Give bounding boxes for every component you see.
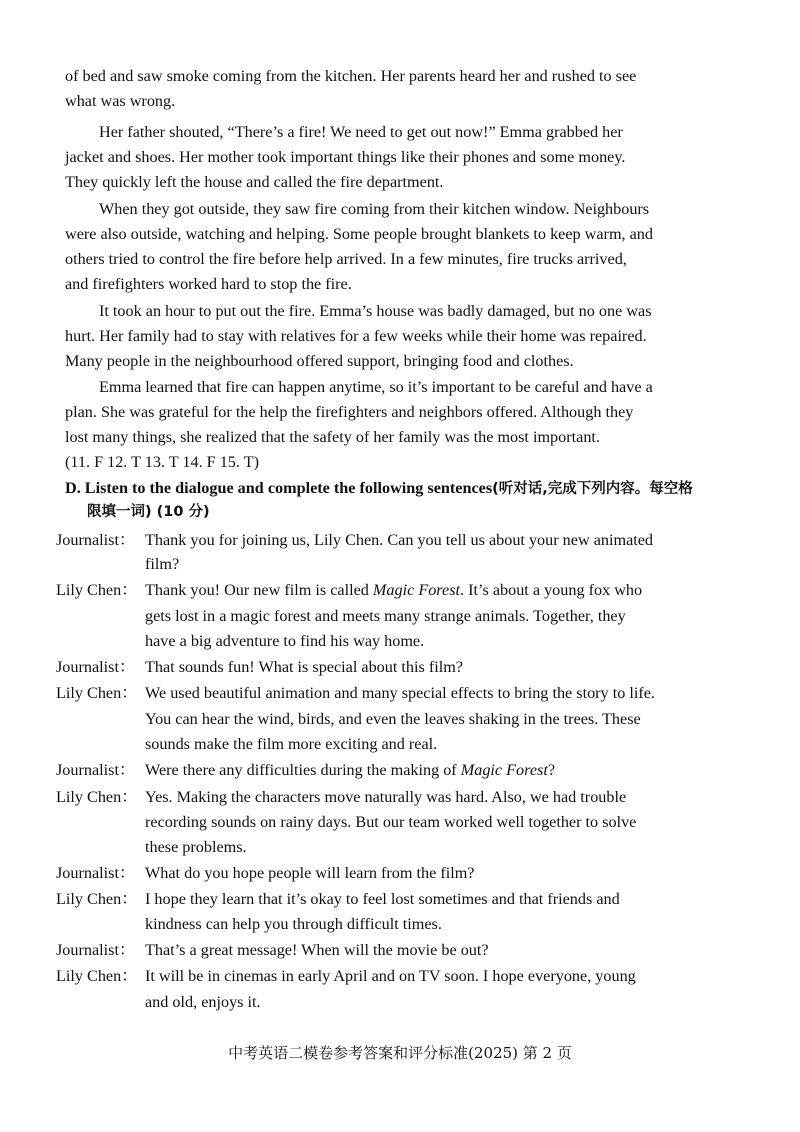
speaker-label: Journalist： [56, 761, 136, 779]
section-d-title-en: D. Listen to the dialogue and complete the following sentences [65, 479, 493, 497]
dialogue-line: kindness can help you through difficult times. [145, 915, 442, 933]
dialogue-text: Were there any difficulties during the making of [145, 761, 461, 779]
dialogue-line [145, 580, 642, 600]
speaker-label: Journalist： [56, 941, 136, 959]
dialogue-line: sounds make the film more exciting and real. [145, 735, 438, 753]
section-d-title-cn2: 限填一词) (10 分) [87, 504, 210, 520]
film-title: Magic Forest [372, 581, 460, 599]
dialogue-line: That’s a great message! When will the movie be out? [145, 941, 489, 959]
speaker-label: Journalist： [56, 864, 136, 882]
story-line: Emma learned that fire can happen anytime, so it’s important to be careful and have a [99, 378, 653, 396]
section-d-title [65, 478, 693, 499]
dialogue-line: have a big adventure to find his way home. [145, 632, 425, 650]
story-line: lost many things, she realized that the safety of her family was the most important. [65, 428, 600, 446]
speaker-label: Lily Chen： [56, 581, 138, 599]
dialogue-line: recording sounds on rainy days. But our team worked well together to solve [145, 813, 637, 831]
dialogue-line [145, 760, 555, 780]
story-line: jacket and shoes. Her mother took important things like their phones and some money. [65, 148, 626, 166]
dialogue-text: Thank you! Our new film is called [145, 581, 373, 599]
story-line: others tried to control the fire before help arrived. In a few minutes, fire trucks arrived, [65, 250, 627, 268]
section-d-title-line2 [87, 501, 210, 522]
speaker-label: Journalist： [56, 531, 136, 549]
story-line: It took an hour to put out the fire. Emma’s house was badly damaged, but no one was [99, 302, 652, 320]
dialogue-line: Yes. Making the characters move naturally was hard. Also, we had trouble [145, 788, 627, 806]
story-line: what was wrong. [65, 92, 176, 110]
story-line: were also outside, watching and helping. Some people brought blankets to keep warm, and [65, 225, 653, 243]
speaker-label: Lily Chen： [56, 788, 138, 806]
answer-key: (11. F 12. T 13. T 14. F 15. T) [65, 453, 259, 471]
speaker-label: Lily Chen： [56, 890, 138, 908]
dialogue-text: ? [547, 761, 556, 779]
dialogue-line: You can hear the wind, birds, and even the leaves shaking in the trees. These [145, 710, 641, 728]
dialogue-line: gets lost in a magic forest and meets many strange animals. Together, they [145, 607, 626, 625]
dialogue-line: It will be in cinemas in early April and on TV soon. I hope everyone, young [145, 967, 636, 985]
dialogue-line: I hope they learn that it’s okay to feel lost sometimes and that friends and [145, 890, 620, 908]
dialogue-line: these problems. [145, 838, 247, 856]
film-title: Magic Forest [460, 761, 548, 779]
story-line: plan. She was grateful for the help the firefighters and neighbors offered. Although they [65, 403, 634, 421]
section-d-title-cn: (听对话,完成下列内容。每空格 [492, 481, 693, 497]
speaker-label: Lily Chen： [56, 684, 138, 702]
dialogue-text: . It’s about a young fox who [460, 581, 643, 599]
story-line: hurt. Her family had to stay with relatives for a few weeks while their home was repaired. [65, 327, 647, 345]
story-line: of bed and saw smoke coming from the kitchen. Her parents heard her and rushed to see [65, 67, 637, 85]
story-line: Her father shouted, “There’s a fire! We need to get out now!” Emma grabbed her [99, 123, 623, 141]
dialogue-line: Thank you for joining us, Lily Chen. Can you tell us about your new animated [145, 531, 654, 549]
dialogue-line: That sounds fun! What is special about this film? [145, 658, 463, 676]
dialogue-line: We used beautiful animation and many special effects to bring the story to life. [145, 684, 655, 702]
story-line: Many people in the neighbourhood offered support, bringing food and clothes. [65, 352, 574, 370]
speaker-label: Journalist： [56, 658, 136, 676]
dialogue-line: film? [145, 555, 180, 573]
dialogue-line: What do you hope people will learn from the film? [145, 864, 475, 882]
story-line: and firefighters worked hard to stop the fire. [65, 275, 352, 293]
speaker-label: Lily Chen： [56, 967, 138, 985]
story-line: They quickly left the house and called the fire department. [65, 173, 444, 191]
page-footer: 中考英语二模卷参考答案和评分标准(2025) 第 2 页 [228, 1044, 572, 1062]
dialogue-line: and old, enjoys it. [145, 993, 261, 1011]
story-line: When they got outside, they saw fire coming from their kitchen window. Neighbours [99, 200, 650, 218]
